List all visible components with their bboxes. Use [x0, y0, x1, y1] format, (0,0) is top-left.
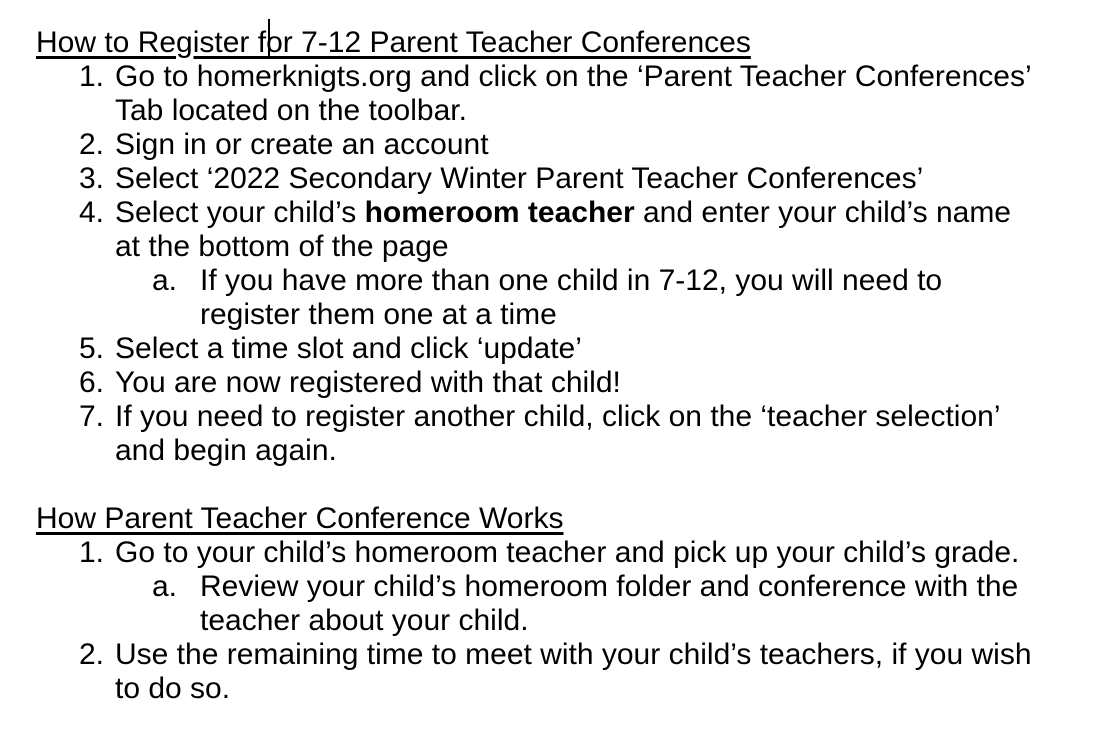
list-item	[0, 366, 1099, 400]
list-item-line: register them one at a time	[200, 298, 557, 331]
sub-list-item	[0, 570, 1099, 638]
list-item-line	[115, 196, 1011, 230]
list-item-line: Sign in or create an account	[115, 128, 489, 161]
sub-list-item	[0, 264, 1099, 332]
list-item	[0, 162, 1099, 196]
list-item-number: 6.	[79, 366, 105, 399]
list-item-number: 3.	[79, 162, 105, 195]
list-item-line: Select ‘2022 Secondary Winter Parent Teacher Conferences’	[115, 162, 924, 195]
list-item-content	[115, 638, 1032, 706]
list-item-text: Select your child’s	[115, 196, 365, 229]
list-item	[0, 536, 1099, 570]
list-item-line: to do so.	[115, 672, 231, 705]
list-item-text: and enter your child’s name	[634, 196, 1011, 229]
blank-line	[0, 468, 1099, 502]
list-item	[0, 196, 1099, 264]
list-item-content	[115, 366, 621, 400]
list-item-content	[200, 570, 1018, 638]
list-item-line: Select a time slot and click ‘update’	[115, 332, 582, 365]
document-body	[0, 26, 1099, 706]
list-item-line: and begin again.	[115, 434, 337, 467]
list-item-line: teacher about your child.	[200, 604, 529, 637]
list-item-line: Go to your child’s homeroom teacher and pick up your child’s grade.	[115, 536, 1020, 569]
list-item-number: 2.	[79, 638, 105, 671]
list-item-line: Review your child’s homeroom folder and conference with the	[200, 570, 1019, 603]
list-item-line: If you need to register another child, click on the ‘teacher selection’	[115, 400, 1001, 433]
list-item-number: 4.	[79, 196, 105, 229]
list-item-number: 1.	[79, 536, 105, 569]
list-item-line: Use the remaining time to meet with your child’s teachers, if you wish	[115, 638, 1032, 671]
list-item-content	[115, 162, 923, 196]
list-item-line: You are now registered with that child!	[115, 366, 621, 399]
list-item-content	[115, 536, 1019, 570]
list-item-content	[115, 332, 582, 366]
list-item	[0, 400, 1099, 468]
list-item-content	[115, 400, 1001, 468]
list-item-line: at the bottom of the page	[115, 230, 449, 263]
list-item-line: If you have more than one child in 7-12, you will need to	[200, 264, 943, 297]
list-item-number: 5.	[79, 332, 105, 365]
list-item-letter: a.	[152, 570, 178, 603]
list-item-letter: a.	[152, 264, 178, 297]
list-item-number: 7.	[79, 400, 105, 433]
list-item-line: Tab located on the toolbar.	[115, 94, 467, 127]
section1-heading: How to Register for 7-12 Parent Teacher Conferences	[36, 26, 751, 59]
list-item-number: 1.	[79, 60, 105, 93]
list-item	[0, 128, 1099, 162]
list-item-content	[200, 264, 942, 332]
list-item-content	[115, 128, 489, 162]
list-item-number: 2.	[79, 128, 105, 161]
list-item	[0, 638, 1099, 706]
section2-heading: How Parent Teacher Conference Works	[36, 502, 564, 535]
bold-text: homeroom teacher	[364, 196, 635, 229]
list-item-content	[115, 60, 1032, 128]
list-item	[0, 332, 1099, 366]
list-item-line: Go to homerknigts.org and click on the ‘Parent Teacher Conferences’	[115, 60, 1032, 93]
list-item-content	[115, 196, 1011, 264]
list-item	[0, 60, 1099, 128]
